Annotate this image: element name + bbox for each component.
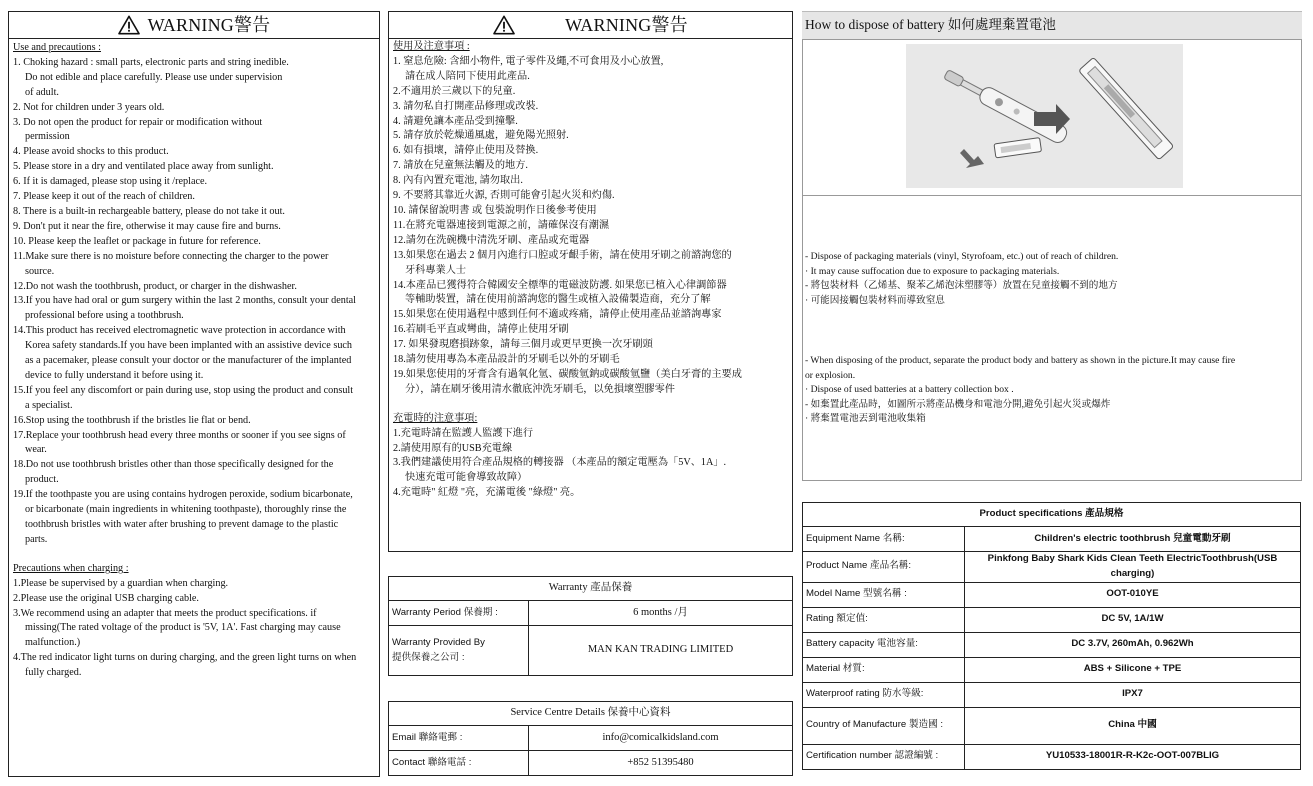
spec-label: Product Name 產品名稱: (803, 552, 965, 583)
contact-label: Contact 聯絡電話 : (389, 751, 529, 776)
list-item (13, 607, 375, 652)
spec-row (803, 552, 1301, 583)
list-item (393, 353, 788, 368)
list-item-line: 7. Please keep it out of the reach of children. (13, 191, 195, 203)
list-item-line: permission (25, 131, 70, 143)
warranty-period-label: Warranty Period 保養期 : (389, 601, 529, 626)
email-value[interactable]: info@comicalkidsland.com (529, 726, 793, 751)
warning-panel-chinese (388, 11, 793, 552)
list-item (13, 280, 375, 295)
list-item-line: missing(The rated voltage of the product is '5V, 1A'. Fast charging may cause (25, 622, 341, 634)
list-item (13, 414, 375, 429)
list-item (393, 456, 788, 486)
list-item-line: 3. 請勿私自打開產品修理或改裝. (393, 100, 539, 112)
list-item-line: of adult. (25, 86, 59, 98)
spec-label: Country of Manufacture 製造國 : (803, 707, 965, 744)
spec-value: Pinkfong Baby Shark Kids Clean Teeth ElectricToothbrush(USB charging) (965, 552, 1301, 583)
list-item (393, 442, 788, 457)
list-item-line: 1.充電時請在監護人監護下進行 (393, 427, 534, 439)
list-item (393, 234, 788, 249)
dispose-title-bar (802, 11, 1302, 40)
charging-list (13, 577, 375, 681)
list-item-line: 16.Stop using the toothbrush if the bristles lie flat or bend. (13, 414, 251, 426)
warning-panel-english (8, 11, 380, 777)
list-item-line: 3.我們建議使用符合產品規格的轉接器 （本產品的額定電壓為「5V、1A」. (393, 457, 727, 469)
spec-row (803, 607, 1301, 632)
list-item-line: 16.若刷毛平直或彎曲，請停止使用牙刷 (393, 324, 569, 336)
spec-label: Certification number 認證編號 : (803, 744, 965, 769)
list-item (393, 249, 788, 279)
use-precautions-heading: 使用及注意事項 : (393, 41, 470, 52)
list-item-line: 15.If you feel any discomfort or pain during use, stop using the product and consult (13, 384, 354, 396)
list-item-line: Korea safety standards.If you have been implanted with an assistive device such (25, 340, 353, 352)
list-item (393, 85, 788, 100)
spec-row (803, 527, 1301, 552)
list-item (13, 458, 375, 488)
spec-row (803, 657, 1301, 682)
list-item-line: Do not edible and place carefully. Please use under supervision (25, 71, 283, 83)
warranty-table (388, 576, 793, 676)
list-item-line: 2.請使用原有的USB充電線 (393, 442, 513, 454)
list-item-line: 17.Replace your toothbrush head every three months or sooner if you see signs of (13, 429, 346, 441)
warning-triangle-icon (118, 15, 140, 35)
list-item-line: 12.Do not wash the toothbrush, product, or charger in the dishwasher. (13, 280, 297, 292)
product-specs-table (802, 502, 1301, 770)
list-item (13, 429, 375, 459)
list-item-line: 7. 請放在兒童無法觸及的地方. (393, 160, 528, 172)
list-item (13, 250, 375, 280)
list-item-line: 19.如果您使用的牙膏含有過氧化氫、碳酸氫鈉或碳酸氫鹽（美白牙膏的主要成 (393, 368, 742, 380)
list-item-line: 9. 不要將其靠近火源, 否則可能會引起火災和灼傷. (393, 190, 615, 202)
list-item-line: device to fully understand it before using it. (25, 369, 204, 381)
list-item-line: 4.The red indicator light turns on during charging, and the green light turns on when (13, 652, 357, 664)
list-item-line: 4.充電時" 紅燈 "亮，充滿電後 "綠燈" 亮。 (393, 487, 581, 499)
warranty-provider-value: MAN KAN TRADING LIMITED (529, 626, 793, 676)
contact-value[interactable]: +852 51395480 (529, 751, 793, 776)
list-item (13, 651, 375, 681)
list-item-line: 等輔助裝置，請在使用前諮詢您的醫生或植入設備製造商，充分了解 (405, 294, 711, 306)
spec-row (803, 632, 1301, 657)
warning-content-en (9, 39, 379, 681)
use-precautions-heading: Use and precautions : (13, 42, 101, 53)
list-item-line: 18.請勿使用專為本產品設計的牙刷毛以外的牙刷毛 (393, 354, 620, 366)
list-item (13, 101, 375, 116)
list-item-line: 11.Make sure there is no moisture before connecting the charger to the power (13, 250, 329, 262)
spec-label: Battery capacity 電池容量: (803, 632, 965, 657)
list-item-line: 3. Do not open the product for repair or modification without (13, 116, 263, 128)
list-item (13, 190, 375, 205)
list-item (393, 427, 788, 442)
list-item-line: 14.This product has received electromagnetic wave protection in accordance with (13, 325, 346, 337)
list-item-line: 4. 請避免讓本產品受到撞擊. (393, 115, 518, 127)
warranty-provider-label: Warranty Provided By 提供保養之公司 : (389, 626, 529, 676)
list-item (13, 205, 375, 220)
list-item (393, 189, 788, 204)
list-item (13, 160, 375, 175)
spec-row (803, 682, 1301, 707)
warning-header (389, 12, 792, 39)
service-title: Service Centre Details 保養中心資料 (389, 702, 793, 726)
list-item (393, 129, 788, 144)
list-item-line: 2.Please use the original USB charging cable. (13, 592, 199, 604)
list-item-line: 1. 窒息危險: 含細小物件, 電子零件及繩,不可食用及小心放置, (393, 55, 664, 67)
list-item-line: or bicarbonate (main ingredients in whitening toothpaste), thoroughly rinse the (25, 504, 347, 516)
toothbrush-illustration (906, 44, 1183, 188)
dispose-title: How to dispose of battery 如何處理棄置電池 (805, 17, 1056, 32)
list-item-line: 牙科專業人士 (405, 264, 467, 276)
list-item-line: as a pacemaker, please consult your doctor or the manufacturer of the implanted (25, 355, 352, 367)
dispose-panel (802, 39, 1302, 481)
spec-row (803, 707, 1301, 744)
list-item (393, 219, 788, 234)
list-item-line: 13.If you have had oral or gum surgery within the last 2 months, consult your dental (13, 295, 357, 307)
list-item-line: 11.在將充電器連接到電源之前，請確保沒有潮濕 (393, 219, 610, 231)
list-item (393, 144, 788, 159)
spec-value: Children's electric toothbrush 兒童電動牙刷 (965, 527, 1301, 552)
list-item-line: 2. Not for children under 3 years old. (13, 101, 165, 113)
list-item-line: 6. If it is damaged, please stop using it /replace. (13, 176, 208, 188)
spec-value: ABS + Silicone + TPE (965, 657, 1301, 682)
list-item-line: 2.不適用於三歲以下的兒童. (393, 85, 516, 97)
email-label: Email 聯絡電郵 : (389, 726, 529, 751)
list-item-line: 17. 如果發現磨損跡象，請每三個月或更早更換一次牙刷頭 (393, 339, 653, 351)
warning-content-zh (389, 39, 792, 501)
service-centre-table (388, 701, 793, 776)
warranty-title: Warranty 產品保養 (389, 577, 793, 601)
spec-value: YU10533-18001R-R-K2c-OOT-007BLIG (965, 744, 1301, 769)
list-item-line: 14.本產品已獲得符合韓國安全標準的電磁波防護. 如果您已植入心律調節器 (393, 279, 727, 291)
list-item (393, 486, 788, 501)
spec-value: DC 5V, 1A/1W (965, 607, 1301, 632)
spec-label: Equipment Name 名稱: (803, 527, 965, 552)
list-item-line: 10. Please keep the leaflet or package in future for reference. (13, 235, 261, 247)
warning-title: WARNING警告 (147, 14, 271, 35)
list-item (13, 116, 375, 146)
charging-precautions-heading: Precautions when charging : (13, 562, 129, 574)
spec-label: Rating 額定值: (803, 607, 965, 632)
list-item-line: a specialist. (25, 399, 73, 411)
list-item-line: 8. 內有內置充電池, 請勿取出. (393, 175, 523, 187)
list-item-line: 10. 請保留說明書 或 包裝說明作日後參考使用 (393, 204, 597, 216)
precaution-list (13, 56, 375, 548)
list-item-line: toothbrush bristles with water after brushing to prevent damage to the plastic (25, 519, 339, 530)
list-item (393, 55, 788, 85)
list-item-line: 請在成人陪同下使用此產品. (405, 70, 530, 82)
spec-value: DC 3.7V, 260mAh, 0.962Wh (965, 632, 1301, 657)
list-item (393, 115, 788, 130)
list-item-line: 9. Don't put it near the fire, otherwise it may cause fire and burns. (13, 220, 281, 232)
list-item (13, 488, 375, 548)
warranty-period-value: 6 months /月 (529, 601, 793, 626)
list-item (393, 308, 788, 323)
spec-label: Model Name 型號名稱 : (803, 582, 965, 607)
spec-label: Material 材質: (803, 657, 965, 682)
list-item-line: 3.We recommend using an adapter that meets the product specifications. if (13, 607, 317, 619)
list-item-line: 分），請在刷牙後用清水徹底沖洗牙刷毛，以免損壞塑膠零件 (405, 383, 675, 395)
warning-triangle-icon (493, 15, 515, 35)
list-item-line: 12.請勿在洗碗機中清洗牙刷、產品或充電器 (393, 234, 590, 246)
list-item (393, 368, 788, 398)
list-item (13, 577, 375, 592)
list-item-line: 13.如果您在過去 2 個月內進行口腔或牙齦手術，請在使用牙刷之前諮詢您的 (393, 249, 732, 261)
list-item (393, 174, 788, 189)
dispose-text-1: - Dispose of packaging materials (vinyl, Styrofoam, etc.) out of reach of children. · It may cause suffocation due to exposure to packaging materials. - 將包裝材料（乙烯基、聚苯乙烯泡沫塑膠等）放置在兒童接觸不到的地方 · 可能因接觸包裝材料而導致窒息 (805, 251, 1119, 306)
list-item (393, 338, 788, 353)
specs-title: Product specifications 產品規格 (803, 503, 1301, 527)
spec-value: IPX7 (965, 682, 1301, 707)
list-item (13, 324, 375, 384)
list-item-line: product. (25, 474, 59, 486)
list-item-line: 19.If the toothpaste you are using contains hydrogen peroxide, sodium bicarbonate, (13, 489, 353, 501)
list-item-line: 5. Please store in a dry and ventilated place away from sunlight. (13, 161, 274, 173)
spec-value: OOT-010YE (965, 582, 1301, 607)
list-item (393, 279, 788, 309)
list-item (13, 384, 375, 414)
list-item-line: 4. Please avoid shocks to this product. (13, 146, 169, 158)
warning-title: WARNING警告 (565, 14, 688, 35)
list-item (13, 175, 375, 190)
list-item (393, 323, 788, 338)
list-item-line: parts. (25, 533, 48, 545)
spec-label: Waterproof rating 防水等級: (803, 682, 965, 707)
list-item-line: 5. 請存放於乾燥通風處，避免陽光照射. (393, 130, 569, 142)
list-item (13, 235, 375, 250)
list-item-line: 6. 如有損壞，請停止使用及替換. (393, 145, 539, 157)
list-item-line: professional before using a toothbrush. (25, 310, 184, 322)
warning-header (9, 12, 379, 39)
precaution-list (393, 55, 788, 398)
list-item-line: 18.Do not use toothbrush bristles other than those specifically designed for the (13, 459, 334, 471)
dispose-text-2: - When disposing of the product, separate the product body and battery as shown in the picture.It may cause fire or explosion. · Dispose of used batteries at a battery collection box . - 如棄置此產品時，如圖所示將產品機身和電池分開,避免引起火災或爆炸 · 將棄置電池丟到電池收集箱 (805, 355, 1236, 424)
list-item (393, 204, 788, 219)
list-item-line: 1. Choking hazard : small parts, electronic parts and string inedible. (13, 56, 289, 68)
charging-precautions-heading: 充電時的注意事項: (393, 412, 478, 424)
list-item (13, 294, 375, 324)
list-item-line: wear. (25, 444, 47, 456)
list-item-line: source. (25, 265, 55, 277)
spec-row (803, 582, 1301, 607)
charging-list (393, 427, 788, 502)
list-item (13, 145, 375, 160)
list-item (393, 159, 788, 174)
list-item-line: malfunction.) (25, 637, 81, 649)
list-item-line: 1.Please be supervised by a guardian when charging. (13, 577, 229, 589)
list-item-line: 快速充電可能會導致故障） (405, 472, 528, 484)
list-item (393, 100, 788, 115)
list-item (13, 592, 375, 607)
spec-row (803, 744, 1301, 769)
list-item-line: 8. There is a built-in rechargeable battery, please do not take it out. (13, 205, 285, 217)
list-item-line: 15.如果您在使用過程中感到任何不適或疼痛，請停止使用產品並諮詢專家 (393, 309, 722, 321)
list-item-line: fully charged. (25, 667, 82, 679)
list-item (13, 220, 375, 235)
spec-value: China 中國 (965, 707, 1301, 744)
list-item (13, 56, 375, 101)
